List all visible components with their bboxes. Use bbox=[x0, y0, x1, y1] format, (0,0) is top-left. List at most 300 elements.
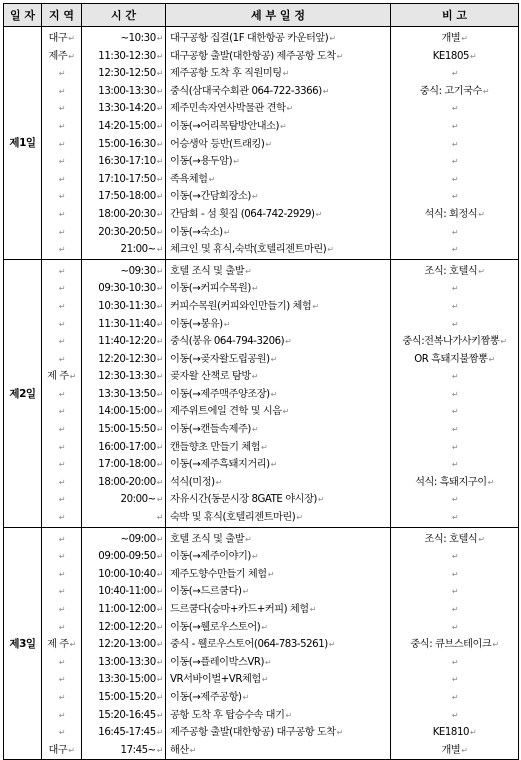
return-mark: ↵ bbox=[451, 587, 459, 597]
time-cell-text: 15:20-16:45 bbox=[98, 709, 156, 721]
activity-cell-line bbox=[166, 171, 390, 189]
return-mark: ↵ bbox=[68, 745, 75, 755]
return-mark: ↵ bbox=[156, 227, 163, 237]
time-cell-text: 11:30-11:40 bbox=[98, 318, 156, 330]
time-cell-text: 13:30-14:20 bbox=[98, 103, 156, 115]
return-mark: ↵ bbox=[478, 534, 485, 544]
return-mark: ↵ bbox=[451, 442, 459, 452]
return-mark: ↵ bbox=[69, 372, 76, 382]
day-row bbox=[4, 527, 519, 760]
region-cell-line bbox=[42, 742, 81, 760]
time-cell-line bbox=[82, 280, 165, 298]
day-label: 제2일 bbox=[4, 259, 42, 527]
activity-cell-line bbox=[166, 509, 390, 527]
return-mark: ↵ bbox=[488, 354, 495, 364]
note-cell-line bbox=[391, 100, 518, 118]
time-cell-line bbox=[82, 368, 165, 386]
return-mark: ↵ bbox=[58, 425, 66, 435]
activity-cell-text: 제주민속자연사박물관 견학 bbox=[170, 103, 286, 115]
note-cell bbox=[391, 27, 519, 260]
return-mark: ↵ bbox=[328, 640, 336, 650]
time-cell-text: 18:00-20:00 bbox=[98, 476, 156, 488]
return-mark: ↵ bbox=[270, 354, 277, 364]
region-cell-line bbox=[42, 548, 81, 566]
return-mark: ↵ bbox=[478, 209, 485, 219]
activity-cell-text: 호텔 조식 및 출발 bbox=[170, 265, 245, 277]
return-mark: ↵ bbox=[156, 157, 163, 167]
region-cell-line bbox=[42, 30, 81, 48]
activity-cell-line bbox=[166, 491, 390, 509]
region-cell-line bbox=[42, 531, 81, 549]
note-cell-line bbox=[391, 48, 518, 66]
return-mark: ↵ bbox=[58, 513, 66, 523]
region-cell-line bbox=[42, 65, 81, 83]
return-mark: ↵ bbox=[156, 728, 163, 738]
return-mark: ↵ bbox=[251, 192, 259, 202]
time-cell-line bbox=[82, 439, 165, 457]
time-cell-line bbox=[82, 65, 165, 83]
return-mark: ↵ bbox=[58, 569, 66, 579]
region-cell-text: 제 주 bbox=[47, 639, 69, 651]
region-cell-line bbox=[42, 153, 81, 171]
activity-cell-text: 제주공항 출발(대한항공) 대구공항 도착 bbox=[170, 727, 336, 739]
return-mark: ↵ bbox=[58, 407, 66, 417]
region-cell-line bbox=[42, 136, 81, 154]
return-mark: ↵ bbox=[322, 86, 329, 96]
region-cell-line bbox=[42, 241, 81, 259]
return-mark: ↵ bbox=[451, 657, 459, 667]
return-mark: ↵ bbox=[285, 710, 292, 720]
note-cell-line bbox=[391, 654, 518, 672]
activity-cell-line bbox=[166, 601, 390, 619]
note-cell-line bbox=[391, 724, 518, 742]
time-cell-line bbox=[82, 491, 165, 509]
activity-cell-line bbox=[166, 548, 390, 566]
note-cell-line bbox=[391, 241, 518, 259]
return-mark: ↵ bbox=[327, 245, 334, 255]
return-mark: ↵ bbox=[156, 192, 163, 202]
return-mark: ↵ bbox=[58, 227, 66, 237]
return-mark: ↵ bbox=[329, 34, 336, 43]
activity-cell-line bbox=[166, 742, 390, 760]
return-mark: ↵ bbox=[156, 284, 163, 294]
activity-cell-line bbox=[166, 439, 390, 457]
return-mark: ↵ bbox=[156, 34, 163, 43]
return-mark: ↵ bbox=[58, 319, 66, 329]
return-mark: ↵ bbox=[451, 157, 459, 167]
activity-cell-line bbox=[166, 48, 390, 66]
return-mark: ↵ bbox=[156, 174, 163, 184]
return-mark: ↵ bbox=[156, 587, 163, 597]
return-mark: ↵ bbox=[315, 209, 322, 219]
return-mark: ↵ bbox=[58, 121, 66, 131]
region-cell-text: 제주 bbox=[48, 50, 68, 62]
return-mark: ↵ bbox=[156, 477, 163, 487]
note-cell-line bbox=[391, 707, 518, 725]
note-cell-text: KE1805 bbox=[432, 50, 470, 62]
return-mark: ↵ bbox=[312, 301, 319, 311]
return-mark: ↵ bbox=[156, 139, 163, 149]
activity-cell-text: 이동(→봉유) bbox=[170, 318, 223, 330]
time-cell-line bbox=[82, 263, 165, 281]
region-cell-line bbox=[42, 636, 81, 654]
region-cell-line bbox=[42, 368, 81, 386]
note-cell-line bbox=[391, 333, 518, 351]
region-cell-line bbox=[42, 439, 81, 457]
time-cell-text: 09:30-10:30 bbox=[98, 283, 156, 295]
return-mark: ↵ bbox=[451, 552, 459, 562]
return-mark: ↵ bbox=[58, 245, 66, 255]
note-cell-line bbox=[391, 491, 518, 509]
return-mark: ↵ bbox=[58, 534, 66, 544]
return-mark: ↵ bbox=[461, 745, 468, 755]
activity-cell-line bbox=[166, 403, 390, 421]
time-cell-line bbox=[82, 421, 165, 439]
return-mark: ↵ bbox=[58, 354, 66, 364]
region-cell-line bbox=[42, 100, 81, 118]
activity-cell-text: 이동(→제주흑돼지거리) bbox=[170, 459, 270, 471]
note-cell-line bbox=[391, 689, 518, 707]
region-cell bbox=[42, 527, 82, 760]
time-cell-line bbox=[82, 118, 165, 136]
time-cell-line bbox=[82, 241, 165, 259]
return-mark: ↵ bbox=[58, 192, 66, 202]
note-cell-line bbox=[391, 403, 518, 421]
note-cell-line bbox=[391, 188, 518, 206]
time-cell-line bbox=[82, 153, 165, 171]
note-cell-line bbox=[391, 601, 518, 619]
time-cell-line bbox=[82, 224, 165, 242]
time-cell-text: 12:30-13:30 bbox=[98, 371, 156, 383]
time-cell-line bbox=[82, 724, 165, 742]
note-cell-text: 조식: 호텔식 bbox=[424, 265, 478, 277]
activity-cell-line bbox=[166, 206, 390, 224]
day-row bbox=[4, 259, 519, 527]
region-cell-text: 제 주 bbox=[47, 371, 69, 383]
return-mark: ↵ bbox=[451, 425, 459, 435]
return-mark: ↵ bbox=[451, 174, 459, 184]
return-mark: ↵ bbox=[156, 104, 163, 114]
return-mark: ↵ bbox=[58, 442, 66, 452]
return-mark: ↵ bbox=[282, 407, 289, 417]
note-cell-line bbox=[391, 83, 518, 101]
region-cell-line bbox=[42, 263, 81, 281]
return-mark: ↵ bbox=[286, 104, 293, 114]
return-mark: ↵ bbox=[451, 284, 459, 294]
region-cell-line bbox=[42, 403, 81, 421]
return-mark: ↵ bbox=[156, 354, 163, 364]
activity-cell-line bbox=[166, 689, 390, 707]
time-cell-line bbox=[82, 333, 165, 351]
note-cell-text: 중식: 고기국수 bbox=[419, 85, 482, 97]
activity-cell-line bbox=[166, 224, 390, 242]
return-mark: ↵ bbox=[261, 622, 268, 632]
time-cell-text: 11:00-12:00 bbox=[98, 604, 156, 615]
return-mark: ↵ bbox=[156, 710, 163, 720]
return-mark: ↵ bbox=[451, 675, 459, 685]
time-cell-text: 13:00-13:30 bbox=[98, 656, 156, 668]
return-mark: ↵ bbox=[58, 284, 66, 294]
header-time: 시 간 bbox=[82, 4, 166, 27]
time-cell-line bbox=[82, 619, 165, 637]
activity-cell-text: 커피수목원(커피와인만들기) 체험 bbox=[170, 300, 312, 312]
time-cell-text: 17:10-17:50 bbox=[98, 173, 156, 185]
time-cell-text: 14:00-15:00 bbox=[98, 406, 156, 418]
time-cell-line bbox=[82, 654, 165, 672]
activity-cell-line bbox=[166, 671, 390, 689]
return-mark: ↵ bbox=[58, 728, 66, 738]
note-cell-line bbox=[391, 386, 518, 404]
return-mark: ↵ bbox=[265, 139, 272, 149]
region-cell-line bbox=[42, 48, 81, 66]
region-cell bbox=[42, 27, 82, 260]
return-mark: ↵ bbox=[267, 569, 274, 579]
return-mark: ↵ bbox=[270, 389, 277, 399]
time-cell-text: 11:30-12:30 bbox=[98, 50, 156, 62]
note-cell-line bbox=[391, 742, 518, 760]
return-mark: ↵ bbox=[156, 495, 163, 505]
return-mark: ↵ bbox=[487, 477, 494, 487]
time-cell-text: 13:00-13:30 bbox=[98, 85, 156, 97]
activity-cell-line bbox=[166, 83, 390, 101]
return-mark: ↵ bbox=[280, 121, 287, 131]
return-mark: ↵ bbox=[156, 569, 163, 579]
note-cell-line bbox=[391, 456, 518, 474]
region-cell-text: 대구 bbox=[48, 744, 68, 756]
return-mark: ↵ bbox=[309, 605, 316, 614]
time-cell-line bbox=[82, 83, 165, 101]
return-mark: ↵ bbox=[156, 657, 163, 667]
note-cell-line bbox=[391, 548, 518, 566]
time-cell-text: 16:30-17:10 bbox=[98, 156, 156, 168]
return-mark: ↵ bbox=[451, 245, 459, 255]
time-cell-line bbox=[82, 403, 165, 421]
return-mark: ↵ bbox=[242, 587, 249, 597]
region-cell-line bbox=[42, 509, 81, 527]
return-mark: ↵ bbox=[58, 301, 66, 311]
return-mark: ↵ bbox=[156, 245, 163, 255]
activity-cell-line bbox=[166, 619, 390, 637]
activity-cell-line bbox=[166, 298, 390, 316]
return-mark: ↵ bbox=[58, 605, 66, 614]
return-mark: ↵ bbox=[58, 69, 66, 79]
return-mark: ↵ bbox=[500, 337, 507, 347]
time-cell-text: 11:40-12:20 bbox=[98, 336, 156, 348]
time-cell-line bbox=[82, 707, 165, 725]
return-mark: ↵ bbox=[156, 425, 163, 435]
return-mark: ↵ bbox=[270, 460, 277, 470]
return-mark: ↵ bbox=[58, 552, 66, 562]
activity-cell-text: 이동(→용두암) bbox=[170, 156, 233, 168]
activity-cell-line bbox=[166, 65, 390, 83]
region-cell-line bbox=[42, 491, 81, 509]
return-mark: ↵ bbox=[223, 319, 230, 329]
return-mark: ↵ bbox=[68, 34, 75, 43]
time-cell-line bbox=[82, 298, 165, 316]
return-mark: ↵ bbox=[492, 640, 499, 650]
return-mark: ↵ bbox=[156, 692, 163, 702]
activity-cell-text: 체크인 및 휴식,숙박(호텔리젠트마린) bbox=[170, 244, 327, 256]
time-cell-text: 20:30-20:50 bbox=[98, 226, 156, 238]
time-cell-text: 12:30-12:50 bbox=[98, 68, 156, 80]
activity-cell-line bbox=[166, 386, 390, 404]
note-cell-text: 개별 bbox=[441, 744, 461, 756]
note-cell-line bbox=[391, 636, 518, 654]
return-mark: ↵ bbox=[451, 710, 459, 720]
return-mark: ↵ bbox=[58, 389, 66, 399]
region-cell-line bbox=[42, 619, 81, 637]
header-region: 지 역 bbox=[42, 4, 82, 27]
note-cell-line bbox=[391, 118, 518, 136]
activity-cell-text: 대구공항 출발(대한항공) 제주공항 도착 bbox=[170, 50, 336, 62]
return-mark: ↵ bbox=[451, 569, 459, 579]
header-note: 비 고 bbox=[391, 4, 519, 27]
note-cell-text: 중식:전복나가사키짬뽕 bbox=[402, 336, 500, 348]
return-mark: ↵ bbox=[58, 174, 66, 184]
note-cell-line bbox=[391, 421, 518, 439]
return-mark: ↵ bbox=[296, 513, 303, 523]
note-cell-line bbox=[391, 583, 518, 601]
note-cell-line bbox=[391, 566, 518, 584]
return-mark: ↵ bbox=[58, 157, 66, 167]
return-mark: ↵ bbox=[58, 692, 66, 702]
time-cell-text: 16:45-17:45 bbox=[98, 727, 156, 739]
activity-cell-line bbox=[166, 636, 390, 654]
note-cell-line bbox=[391, 316, 518, 334]
activity-cell-line bbox=[166, 280, 390, 298]
return-mark: ↵ bbox=[208, 174, 215, 184]
activity-cell-line bbox=[166, 566, 390, 584]
activity-cell-text: VR서바이벌+VR체험 bbox=[170, 674, 261, 686]
return-mark: ↵ bbox=[251, 372, 258, 382]
return-mark: ↵ bbox=[156, 534, 163, 544]
time-cell-text: 10:30-11:30 bbox=[98, 300, 156, 312]
header-row bbox=[4, 4, 519, 27]
return-mark: ↵ bbox=[58, 657, 66, 667]
return-mark: ↵ bbox=[68, 51, 75, 61]
activity-cell-text: 어승생악 등반(트래킹) bbox=[170, 138, 265, 150]
time-cell-line bbox=[82, 316, 165, 334]
activity-cell-text: 이동(→드르쿰다) bbox=[170, 586, 242, 598]
return-mark: ↵ bbox=[58, 266, 66, 276]
region-cell-line bbox=[42, 316, 81, 334]
return-mark: ↵ bbox=[58, 460, 66, 470]
day-label: 제1일 bbox=[4, 27, 42, 260]
activity-cell-line bbox=[166, 724, 390, 742]
note-cell-line bbox=[391, 136, 518, 154]
return-mark: ↵ bbox=[451, 104, 459, 114]
activity-cell-line bbox=[166, 474, 390, 492]
region-cell-line bbox=[42, 583, 81, 601]
activity-cell-line bbox=[166, 456, 390, 474]
activity-cell-text: 중식(삼대국수회관 064-722-3366) bbox=[170, 85, 322, 97]
note-cell-line bbox=[391, 224, 518, 242]
note-cell-line bbox=[391, 30, 518, 48]
return-mark: ↵ bbox=[482, 86, 490, 96]
note-cell-text: 조식: 호텔식 bbox=[424, 533, 478, 545]
activity-cell bbox=[166, 527, 391, 760]
activity-cell-text: 해산 bbox=[170, 744, 189, 756]
return-mark: ↵ bbox=[451, 605, 459, 614]
activity-cell-line bbox=[166, 368, 390, 386]
activity-cell-text: 이동(→캔들속제주) bbox=[170, 424, 251, 436]
activity-cell-text: 이동(→웰로우스토어) bbox=[170, 621, 261, 633]
time-cell-line bbox=[82, 474, 165, 492]
day-label: 제3일 bbox=[4, 527, 42, 760]
return-mark: ↵ bbox=[58, 710, 66, 720]
activity-cell-text: 이동(→곶자왈도립공원) bbox=[170, 353, 270, 365]
activity-cell-text: 이동(→제주공항) bbox=[170, 691, 242, 703]
time-cell-text: 12:20-12:30 bbox=[98, 353, 156, 365]
return-mark: ↵ bbox=[58, 477, 66, 487]
activity-cell-line bbox=[166, 583, 390, 601]
time-cell-line bbox=[82, 188, 165, 206]
time-cell-text: 14:20-15:00 bbox=[98, 120, 156, 132]
activity-cell-line bbox=[166, 421, 390, 439]
time-cell-text: 10:00-10:40 bbox=[98, 568, 156, 580]
time-cell-line bbox=[82, 742, 165, 760]
activity-cell-text: 공항 도착 후 탑승수속 대기 bbox=[170, 709, 285, 721]
return-mark: ↵ bbox=[242, 692, 249, 702]
return-mark: ↵ bbox=[156, 675, 163, 685]
region-cell-line bbox=[42, 601, 81, 619]
return-mark: ↵ bbox=[215, 477, 222, 487]
return-mark: ↵ bbox=[69, 640, 76, 650]
note-cell-line bbox=[391, 531, 518, 549]
time-cell-line bbox=[82, 636, 165, 654]
note-cell-text: 석식: 흑돼지구이 bbox=[415, 476, 487, 488]
day-row bbox=[4, 27, 519, 260]
return-mark: ↵ bbox=[58, 209, 66, 219]
note-cell-line bbox=[391, 298, 518, 316]
return-mark: ↵ bbox=[261, 442, 268, 452]
region-cell-line bbox=[42, 386, 81, 404]
activity-cell-line bbox=[166, 263, 390, 281]
return-mark: ↵ bbox=[156, 337, 163, 347]
return-mark: ↵ bbox=[451, 622, 459, 632]
time-cell-text: ~10:30 bbox=[120, 33, 156, 44]
activity-cell-text: 이동(→플레이박스VR) bbox=[170, 656, 265, 668]
activity-cell-text: 숙박 및 휴식(호텔리젠트마린) bbox=[170, 512, 296, 524]
region-cell-line bbox=[42, 671, 81, 689]
region-cell-line bbox=[42, 351, 81, 369]
return-mark: ↵ bbox=[156, 209, 163, 219]
return-mark: ↵ bbox=[156, 622, 163, 632]
return-mark: ↵ bbox=[451, 227, 459, 237]
time-cell-text: 17:50-18:00 bbox=[98, 191, 156, 203]
return-mark: ↵ bbox=[470, 728, 477, 738]
time-cell-line bbox=[82, 531, 165, 549]
time-cell-line bbox=[82, 136, 165, 154]
activity-cell-line bbox=[166, 333, 390, 351]
time-cell-line bbox=[82, 100, 165, 118]
time-cell-text: 12:00-12:20 bbox=[98, 621, 156, 633]
note-cell bbox=[391, 527, 519, 760]
time-cell-text: 10:40-11:00 bbox=[98, 586, 156, 598]
time-cell-text: 15:00-15:20 bbox=[98, 691, 156, 703]
note-cell-text: 개별 bbox=[441, 33, 461, 44]
return-mark: ↵ bbox=[451, 692, 459, 702]
activity-cell-line bbox=[166, 118, 390, 136]
return-mark: ↵ bbox=[251, 284, 259, 294]
return-mark: ↵ bbox=[156, 605, 163, 614]
return-mark: ↵ bbox=[156, 51, 163, 61]
time-cell-text: 21:00~ bbox=[120, 244, 156, 256]
return-mark: ↵ bbox=[451, 460, 459, 470]
activity-cell-text: 이동(→커피수목원) bbox=[170, 283, 251, 295]
return-mark: ↵ bbox=[317, 495, 325, 505]
time-cell-line bbox=[82, 671, 165, 689]
